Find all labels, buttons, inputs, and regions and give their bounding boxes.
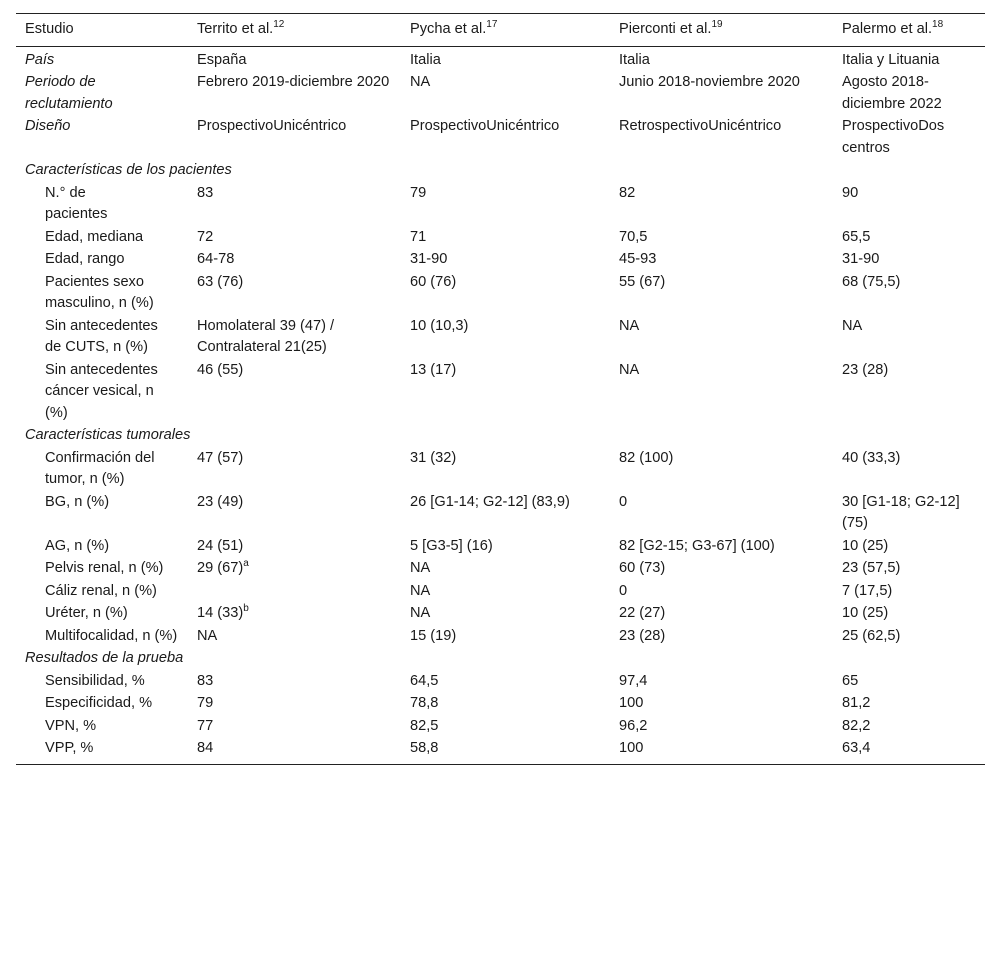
row-sensibilidad <box>16 670 985 693</box>
row-sin-cuts <box>16 315 985 359</box>
header-pycha: Pycha et al.$^{17}$ <box>410 19 498 37</box>
cell: 40 (33,3) <box>842 449 901 466</box>
row-confirmacion <box>16 447 985 491</box>
cell: 82,5 <box>410 717 439 734</box>
cell: 100 <box>619 740 644 756</box>
cell: 24 (51) <box>197 537 244 554</box>
row-label: Multifocalidad, n (%) <box>45 627 178 644</box>
row-vpp <box>16 737 985 764</box>
cell: 0 <box>619 493 628 510</box>
footnote-marker: b <box>243 603 249 614</box>
cell <box>188 580 401 603</box>
row-label: Sensibilidad, % <box>45 672 145 689</box>
row-multifocalidad <box>16 625 985 648</box>
row-caliz <box>16 580 985 603</box>
cell: 82,2 <box>842 717 871 734</box>
row-label: VPN, % <box>45 717 97 734</box>
cell: 84 <box>197 740 214 756</box>
cell: 82 (100) <box>619 449 674 466</box>
row-diseno <box>16 115 985 159</box>
row-periodo <box>16 71 985 115</box>
cell: Italia <box>619 51 650 68</box>
cell: 13 (17) <box>410 361 457 378</box>
cell: 10 (10,3) <box>410 317 469 334</box>
cell: 90 <box>842 184 859 201</box>
header-palermo: Palermo et al.$^{18}$ <box>842 19 944 37</box>
row-label: Sin antecedentes de CUTS, n (%) <box>45 317 158 355</box>
section-heading: Resultados de la prueba <box>25 650 184 666</box>
cell: 64-78 <box>197 251 235 267</box>
row-vpn <box>16 715 985 738</box>
cell: 31-90 <box>410 251 448 267</box>
cell: 100 <box>619 695 644 711</box>
row-label: Edad, mediana <box>45 228 144 245</box>
cell: 58,8 <box>410 740 439 756</box>
cell: Italia y Lituania <box>842 51 940 68</box>
cell: NA <box>197 627 218 644</box>
section-resultados <box>16 647 985 670</box>
row-label: Edad, rango <box>45 251 125 267</box>
row-label: VPP, % <box>45 740 94 756</box>
cell: 10 (25) <box>842 537 889 554</box>
cell: NA <box>410 560 431 576</box>
cell: 47 (57) <box>197 449 244 466</box>
header-territo: Territo et al.$^{12}$ <box>197 19 285 37</box>
row-edad-mediana <box>16 226 985 249</box>
cell: ProspectivoDos centros <box>842 118 945 156</box>
row-label: BG, n (%) <box>45 493 110 510</box>
cell: 31-90 <box>842 251 880 267</box>
row-label: Pelvis renal, n (%) <box>45 560 164 576</box>
cell: 55 (67) <box>619 273 666 290</box>
cell: Junio 2018-noviembre 2020 <box>619 74 800 90</box>
cell: ProspectivoUnicéntrico <box>410 118 560 134</box>
cell: 23 (28) <box>619 627 666 644</box>
cell: 70,5 <box>619 228 648 245</box>
cell: 83 <box>197 672 214 689</box>
row-masculino <box>16 271 985 315</box>
row-label: Cáliz renal, n (%) <box>45 582 157 599</box>
cell-value: 14 (33) <box>197 605 244 621</box>
cell: 30 [G1-18; G2-12] (75) <box>842 493 960 531</box>
cell: 83 <box>197 184 214 201</box>
cell: 7 (17,5) <box>842 582 893 599</box>
header-row <box>16 14 985 47</box>
cell: 26 [G1-14; G2-12] (83,9) <box>410 493 570 510</box>
footnote-marker: a <box>243 558 249 569</box>
cell: 15 (19) <box>410 627 457 644</box>
cell: NA <box>410 605 431 621</box>
section-heading: Características de los pacientes <box>25 162 232 178</box>
cell: 63 (76) <box>197 273 244 290</box>
cell <box>188 602 401 625</box>
cell: 45-93 <box>619 251 657 267</box>
cell: Febrero 2019-diciembre 2020 <box>197 74 390 90</box>
study-comparison-table <box>16 13 985 765</box>
cell: 77 <box>197 717 214 734</box>
cell: 60 (76) <box>410 273 457 290</box>
cell: 0 <box>619 582 628 599</box>
cell: NA <box>410 582 431 599</box>
study-comparison-table-container <box>16 13 985 765</box>
row-ureter <box>16 602 985 625</box>
cell: 23 (57,5) <box>842 560 901 576</box>
row-label: Sin antecedentes cáncer vesical, n (%) <box>45 361 158 421</box>
row-label: AG, n (%) <box>45 537 110 554</box>
cell: 65 <box>842 672 859 689</box>
cell: Homolateral 39 (47) / Contralateral 21(25) <box>197 317 335 355</box>
cell: Italia <box>410 51 441 68</box>
section-heading: Características tumorales <box>25 427 191 443</box>
row-label: Pacientes sexo masculino, n (%) <box>45 273 154 311</box>
cell: NA <box>842 317 863 334</box>
cell: 79 <box>410 184 427 201</box>
row-n-pacientes <box>16 182 985 226</box>
cell: 10 (25) <box>842 605 889 621</box>
row-pelvis <box>16 557 985 580</box>
row-label: Confirmación del tumor, n (%) <box>45 449 155 487</box>
cell: 25 (62,5) <box>842 627 901 644</box>
cell: 71 <box>410 228 427 245</box>
header-estudio: Estudio <box>25 21 74 37</box>
cell: 65,5 <box>842 228 871 245</box>
cell: 22 (27) <box>619 605 666 621</box>
cell: 79 <box>197 695 214 711</box>
cell: 64,5 <box>410 672 439 689</box>
cell: ProspectivoUnicéntrico <box>197 118 347 134</box>
cell: 72 <box>197 228 214 245</box>
cell: 46 (55) <box>197 361 244 378</box>
row-label: Diseño <box>25 118 71 134</box>
cell-value: 29 (67) <box>197 560 244 576</box>
cell: 78,8 <box>410 695 439 711</box>
cell: 68 (75,5) <box>842 273 901 290</box>
cell: 23 (28) <box>842 361 889 378</box>
cell: RetrospectivoUnicéntrico <box>619 118 782 134</box>
row-label: Uréter, n (%) <box>45 605 128 621</box>
row-label: N.° de pacientes <box>45 184 108 222</box>
row-label: País <box>25 51 55 68</box>
cell: 96,2 <box>619 717 648 734</box>
cell: 82 <box>619 184 636 201</box>
cell: 63,4 <box>842 740 871 756</box>
cell: 5 [G3-5] (16) <box>410 537 493 554</box>
cell: Agosto 2018-diciembre 2022 <box>842 74 942 112</box>
section-tumorales <box>16 424 985 447</box>
cell: NA <box>619 317 640 334</box>
cell: 31 (32) <box>410 449 457 466</box>
section-pacientes <box>16 159 985 182</box>
cell: 60 (73) <box>619 560 666 576</box>
row-pais <box>16 49 985 72</box>
cell: 23 (49) <box>197 493 244 510</box>
row-ag <box>16 535 985 558</box>
row-label: Especificidad, % <box>45 695 153 711</box>
cell: España <box>197 51 247 68</box>
header-pierconti: Pierconti et al.$^{19}$ <box>619 19 723 37</box>
row-label: Periodo de reclutamiento <box>25 74 113 112</box>
cell: NA <box>619 361 640 378</box>
cell: 81,2 <box>842 695 871 711</box>
row-especificidad <box>16 692 985 715</box>
cell: 82 [G2-15; G3-67] (100) <box>619 537 775 554</box>
cell: NA <box>410 74 431 90</box>
row-sin-vesical <box>16 359 985 425</box>
cell: 97,4 <box>619 672 648 689</box>
cell <box>188 557 401 580</box>
row-edad-rango <box>16 248 985 271</box>
row-bg <box>16 491 985 535</box>
